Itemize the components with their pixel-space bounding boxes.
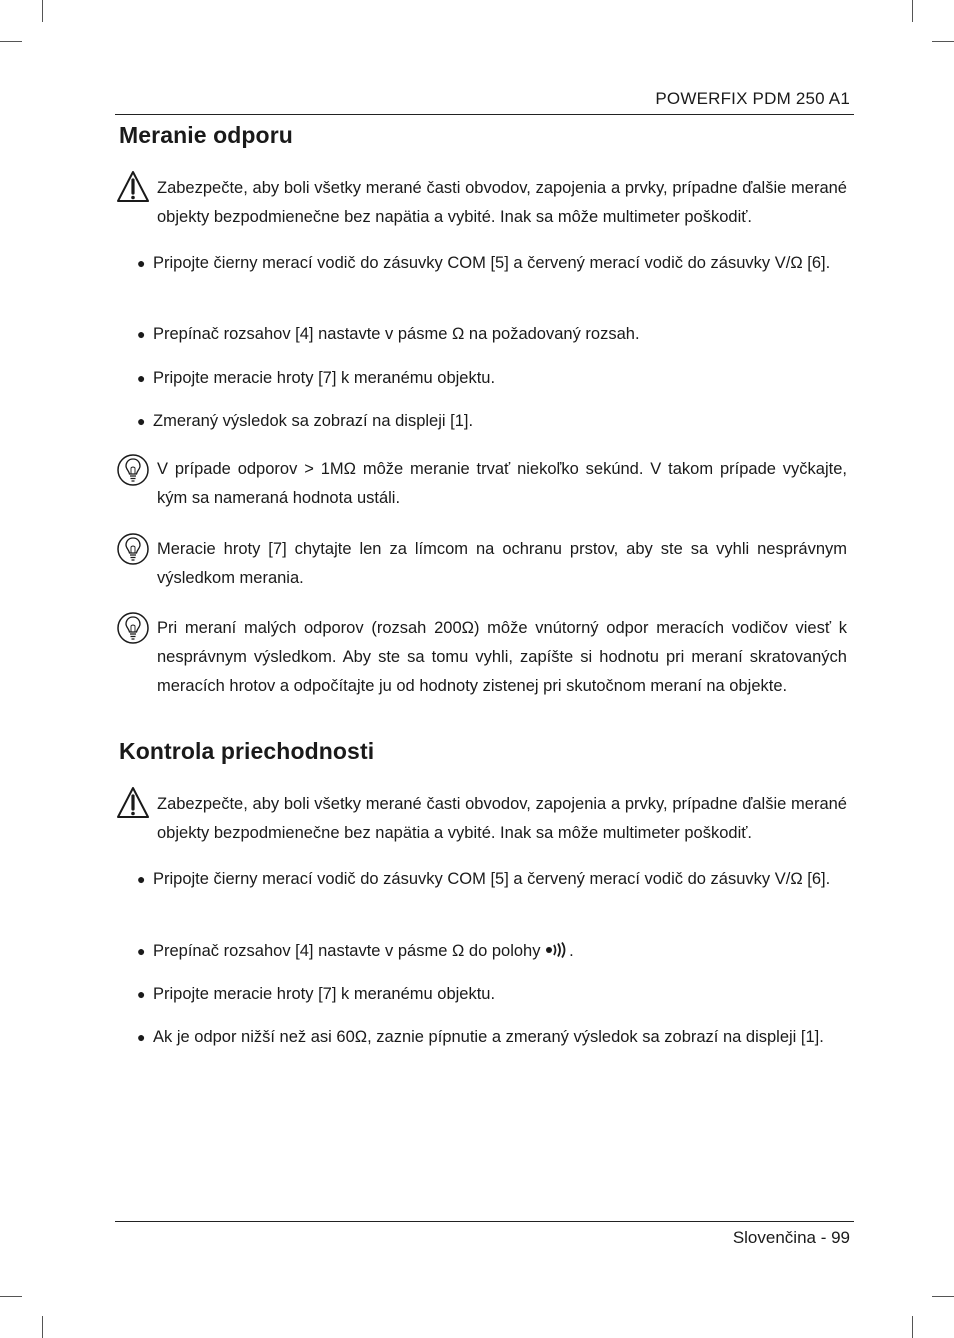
lightbulb-icon <box>116 453 150 487</box>
lightbulb-icon <box>116 532 150 566</box>
continuity-beep-icon <box>545 942 569 958</box>
list-item <box>137 980 850 1009</box>
list-item <box>137 249 850 278</box>
bullet-icon: ● <box>137 413 146 429</box>
list-item <box>137 937 850 966</box>
crop-mark <box>932 1296 954 1297</box>
crop-mark <box>0 41 22 42</box>
list-item <box>137 364 850 393</box>
list-item <box>137 865 850 894</box>
lightbulb-icon <box>116 611 150 645</box>
warning-triangle-icon <box>116 170 150 204</box>
warning-text: Zabezpečte, aby boli všetky merané časti obvodov, zapojenia a prvky, prípadne ďalšie merané objekty bezpodmienečne bez napätia a vybité. Inak sa môže multimeter poškodiť. <box>157 179 847 226</box>
warning-text: Zabezpečte, aby boli všetky merané časti obvodov, zapojenia a prvky, prípadne ďalšie merané objekty bezpodmienečne bez napätia a vybité. Inak sa môže multimeter poškodiť. <box>157 795 847 842</box>
bullet-icon: ● <box>137 986 146 1002</box>
section-title-resistance: Meranie odporu <box>119 122 293 148</box>
crop-mark <box>42 1316 43 1338</box>
list-item-punctuation: . <box>569 942 574 960</box>
bullet-icon: ● <box>137 1029 146 1045</box>
list-item <box>137 407 850 436</box>
list-item-text: Zmeraný výsledok sa zobrazí na displeji [1]. <box>153 412 474 430</box>
section-title-continuity: Kontrola priechodnosti <box>119 738 375 764</box>
page-number: Slovenčina - 99 <box>732 1228 850 1247</box>
list-item-text: Pripojte čierny merací vodič do zásuvky COM [5] a červený merací vodič do zásuvky V/Ω [6]. <box>153 870 831 888</box>
tip-text: V prípade odporov > 1MΩ môže meranie trvať niekoľko sekúnd. V takom prípade vyčkajte, kým sa nameraná hodnota ustáli. <box>157 460 847 507</box>
crop-mark <box>42 0 43 22</box>
tip-text: Pri meraní malých odporov (rozsah 200Ω) môže vnútorný odpor meracích vodičov viesť k nesprávnym výsledkom. Aby ste sa tomu vyhli, zapíšte si hodnotu pri meraní skratovaných meracích hrotov a odpočítajte ju od hodnoty zistenej pri skutočnom meraní na objekte. <box>157 619 847 695</box>
crop-mark <box>912 0 913 22</box>
list-item <box>137 320 850 349</box>
bullet-icon: ● <box>137 326 146 342</box>
bullet-icon: ● <box>137 255 146 271</box>
header-product-name: POWERFIX PDM 250 A1 <box>655 89 850 108</box>
list-item <box>137 1023 850 1052</box>
crop-mark <box>0 1296 22 1297</box>
list-item-text: Prepínač rozsahov [4] nastavte v pásme Ω do polohy <box>153 942 541 960</box>
list-item-text: Pripojte meracie hroty [7] k meranému objektu. <box>153 369 496 387</box>
list-item-text-with-icon <box>153 937 850 966</box>
bullet-icon: ● <box>137 943 146 959</box>
footer-rule <box>115 1221 854 1222</box>
crop-mark <box>932 41 954 42</box>
list-item-text: Pripojte čierny merací vodič do zásuvky COM [5] a červený merací vodič do zásuvky V/Ω [6]. <box>153 254 831 272</box>
tip-text: Meracie hroty [7] chytajte len za límcom na ochranu prstov, aby ste sa vyhli nesprávnym výsledkom merania. <box>157 540 847 587</box>
bullet-icon: ● <box>137 370 146 386</box>
list-item-text: Pripojte meracie hroty [7] k meranému objektu. <box>153 985 496 1003</box>
warning-triangle-icon <box>116 786 150 820</box>
header-rule <box>115 114 854 115</box>
crop-mark <box>912 1316 913 1338</box>
bullet-icon: ● <box>137 871 146 887</box>
list-item-text: Prepínač rozsahov [4] nastavte v pásme Ω na požadovaný rozsah. <box>153 325 640 343</box>
list-item-text: Ak je odpor nižší než asi 60Ω, zaznie pípnutie a zmeraný výsledok sa zobrazí na displeji [1]. <box>153 1028 824 1046</box>
